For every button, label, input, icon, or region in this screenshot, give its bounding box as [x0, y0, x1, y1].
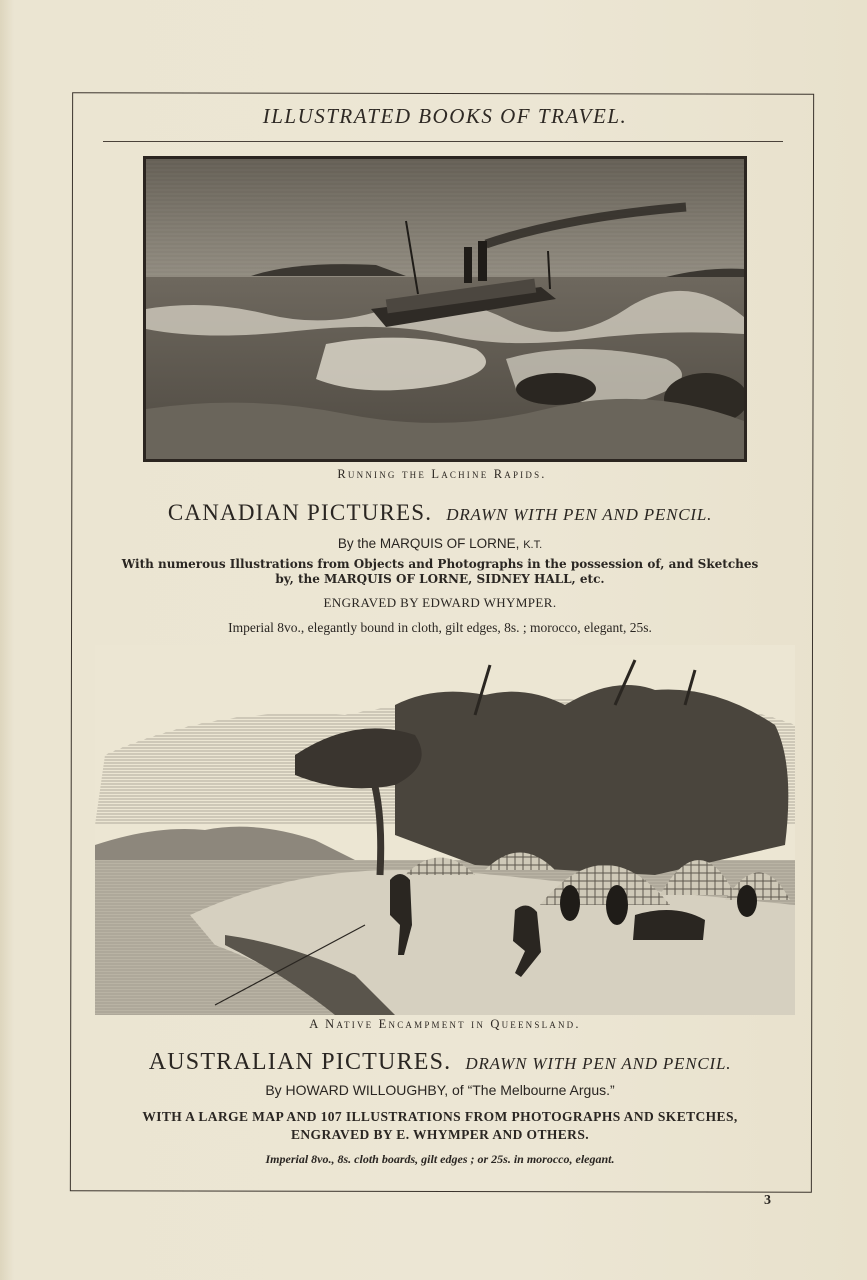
book1-description — [80, 557, 800, 587]
plate2-caption: A Native Encampment in Queensland. — [309, 1017, 581, 1031]
book2-description — [80, 1108, 800, 1144]
book1-price: Imperial 8vo., elegantly bound in cloth, gilt edges, 8s. ; morocco, elegant, 25s. — [228, 620, 652, 635]
queensland-encampment-illustration — [95, 645, 795, 1015]
book2-subtitle: DRAWN WITH PEN AND PENCIL. — [465, 1054, 732, 1073]
plate1-caption: Running the Lachine Rapids. — [337, 467, 547, 481]
book1-description-line1: With numerous Illustrations from Objects and Photographs in the possession of, and Sketches — [121, 557, 759, 571]
book1-title: CANADIAN PICTURES. — [167, 500, 433, 525]
book2-description-line2: ENGRAVED BY E. WHYMPER AND OTHERS. — [290, 1127, 590, 1142]
book1-author-suffix: K.T. — [523, 539, 543, 551]
encampment-engraving — [95, 645, 795, 1015]
book2-title: AUSTRALIAN PICTURES. — [148, 1049, 452, 1075]
book2-title-line — [80, 1049, 800, 1076]
book1-author-line — [80, 536, 800, 551]
page-number: 3 — [764, 1193, 771, 1208]
book2-price: Imperial 8vo., 8s. cloth boards, gilt edges ; or 25s. in morocco, elegant. — [265, 1152, 615, 1166]
book1-author: MARQUIS OF LORNE, — [379, 536, 520, 551]
running-head: ILLUSTRATED BOOKS OF TRAVEL. — [262, 104, 628, 128]
book1-subtitle: DRAWN WITH PEN AND PENCIL. — [446, 505, 713, 524]
book1-author-prefix: By the — [337, 536, 377, 551]
book2-description-line1: WITH A LARGE MAP AND 107 ILLUSTRATIONS FROM PHOTOGRAPHS AND SKETCHES, — [142, 1109, 738, 1124]
book1-engraver: ENGRAVED BY EDWARD WHYMPER. — [323, 595, 557, 610]
head-rule — [103, 141, 783, 142]
lachine-rapids-illustration — [143, 156, 747, 462]
book1-title-line — [80, 500, 800, 526]
book1-description-line2: by, the MARQUIS OF LORNE, SIDNEY HALL, etc. — [275, 572, 605, 586]
book2-author: By HOWARD WILLOUGHBY, of “The Melbourne Argus.” — [265, 1082, 615, 1098]
rapids-engraving — [146, 159, 744, 459]
